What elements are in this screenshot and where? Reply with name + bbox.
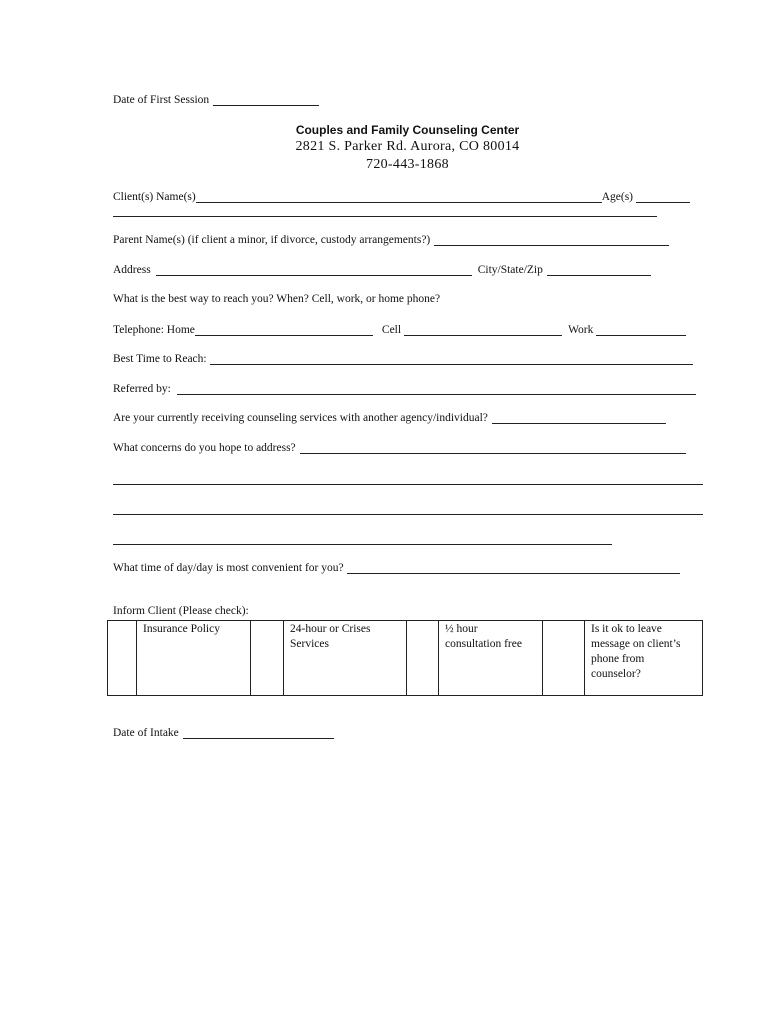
convenient-time-row: [113, 561, 680, 574]
org-phone: 720-443-1868: [366, 157, 449, 172]
referred-by-field[interactable]: [177, 382, 696, 395]
work-field[interactable]: [596, 323, 686, 336]
city-state-zip-field[interactable]: [547, 263, 651, 276]
checklist-crisis-label: 24-hour or Crises Services: [284, 621, 407, 696]
age-field[interactable]: [636, 190, 690, 203]
referred-by-row: [113, 382, 696, 395]
other-services-field[interactable]: [492, 411, 666, 424]
checklist-leave-message-label: Is it ok to leave message on client’s phone from counselor?: [585, 621, 703, 696]
parent-names-field[interactable]: [434, 233, 669, 246]
parent-names-label: Parent Name(s) (if client a minor, if divorce, custody arrangements?): [113, 234, 431, 246]
org-address: 2821 S. Parker Rd. Aurora, CO 80014: [295, 139, 520, 154]
convenient-time-field[interactable]: [347, 561, 680, 574]
work-label: Work: [568, 324, 594, 336]
best-time-field[interactable]: [210, 352, 693, 365]
checklist-consultation-label: ½ hour consultation free: [439, 621, 543, 696]
telephone-row: [113, 323, 686, 336]
concerns-line-4[interactable]: [113, 544, 612, 545]
date-intake-row: [113, 726, 334, 739]
checkbox-crisis[interactable]: [251, 621, 284, 696]
checkbox-insurance[interactable]: [108, 621, 137, 696]
address-field[interactable]: [156, 263, 472, 276]
convenient-time-label: What time of day/day is most convenient for you?: [113, 562, 344, 574]
best-way-row: [113, 293, 440, 305]
concerns-row: [113, 441, 686, 454]
client-names-row: [113, 190, 690, 203]
checkbox-consultation[interactable]: [407, 621, 439, 696]
client-names-label: Client(s) Name(s): [113, 191, 196, 203]
date-intake-field[interactable]: [183, 726, 334, 739]
date-first-session-label: Date of First Session: [113, 94, 210, 106]
date-intake-label: Date of Intake: [113, 727, 179, 739]
age-label: Age(s): [601, 191, 634, 203]
parent-names-row: [113, 233, 669, 246]
inform-client-label: Inform Client (Please check):: [113, 605, 249, 617]
best-time-row: [113, 352, 693, 365]
date-first-session-row: [113, 93, 319, 106]
other-services-row: [113, 411, 666, 424]
inform-client-checklist: [107, 620, 703, 696]
address-label: Address: [113, 264, 151, 276]
address-row: [113, 263, 651, 276]
inform-client-row: [113, 605, 249, 617]
other-services-label: Are your currently receiving counseling services with another agency/individual?: [113, 412, 488, 424]
client-names-extra-line[interactable]: [113, 216, 657, 217]
cell-label: Cell: [381, 324, 402, 336]
checklist-row: [108, 621, 703, 696]
date-first-session-field[interactable]: [213, 93, 319, 106]
checkbox-leave-message[interactable]: [543, 621, 585, 696]
concerns-line-3[interactable]: [113, 514, 703, 515]
city-state-zip-label: City/State/Zip: [477, 264, 543, 276]
cell-field[interactable]: [404, 323, 562, 336]
client-names-field[interactable]: [196, 190, 602, 203]
concerns-line-2[interactable]: [113, 484, 703, 485]
org-name: Couples and Family Counseling Center: [295, 123, 520, 137]
concerns-field[interactable]: [300, 441, 686, 454]
best-time-label: Best Time to Reach:: [113, 353, 207, 365]
checklist-insurance-label: Insurance Policy: [137, 621, 251, 696]
concerns-label: What concerns do you hope to address?: [113, 442, 296, 454]
telephone-home-label: Telephone: Home: [113, 324, 195, 336]
telephone-home-field[interactable]: [195, 323, 373, 336]
referred-by-label: Referred by:: [113, 383, 171, 395]
best-way-question: What is the best way to reach you? When? Cell, work, or home phone?: [113, 293, 441, 305]
